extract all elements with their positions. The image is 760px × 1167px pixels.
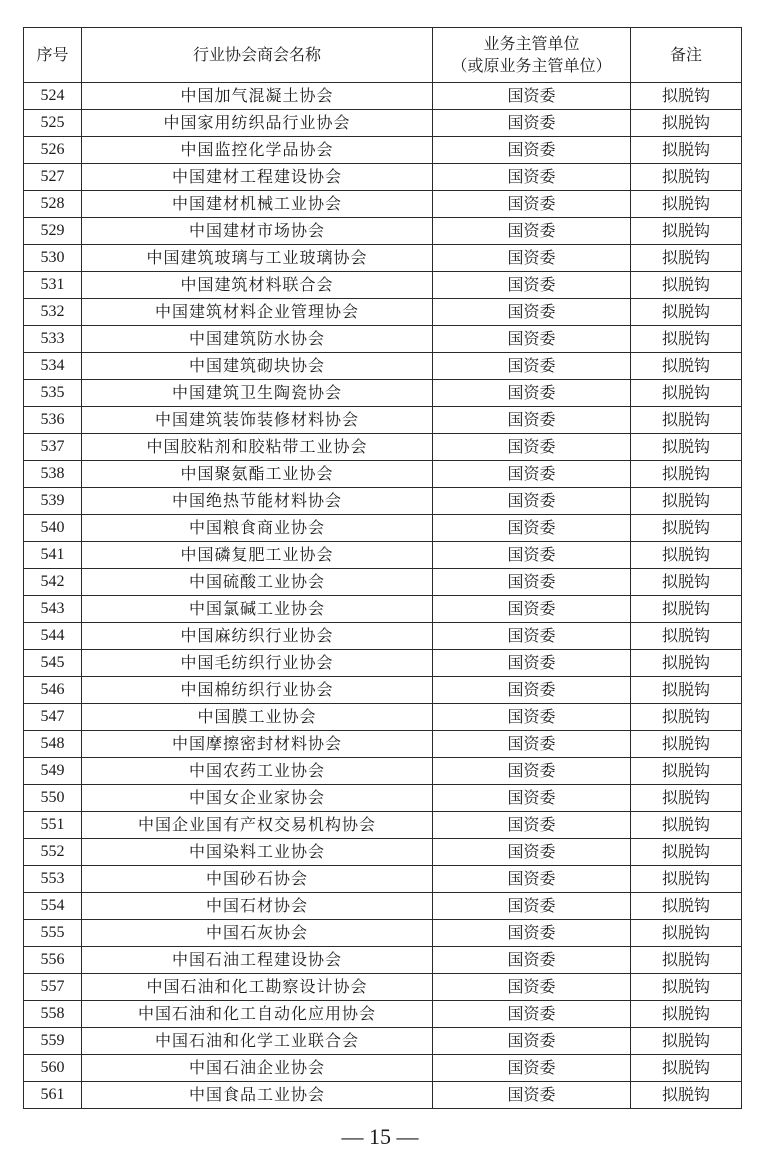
association-name: 中国石油和化工勘察设计协会	[82, 974, 433, 1001]
row-number: 559	[24, 1028, 82, 1055]
supervising-unit: 国资委	[433, 191, 631, 218]
table-row	[24, 731, 742, 758]
association-name: 中国农药工业协会	[82, 758, 433, 785]
supervising-unit: 国资委	[433, 866, 631, 893]
row-number: 561	[24, 1082, 82, 1109]
table-row	[24, 542, 742, 569]
association-name: 中国棉纺织行业协会	[82, 677, 433, 704]
remark: 拟脱钩	[631, 677, 742, 704]
supervising-unit: 国资委	[433, 272, 631, 299]
remark: 拟脱钩	[631, 920, 742, 947]
association-name: 中国砂石协会	[82, 866, 433, 893]
row-number: 542	[24, 569, 82, 596]
association-name: 中国石材协会	[82, 893, 433, 920]
remark: 拟脱钩	[631, 407, 742, 434]
supervising-unit: 国资委	[433, 650, 631, 677]
supervising-unit: 国资委	[433, 785, 631, 812]
association-name: 中国石灰协会	[82, 920, 433, 947]
header-row	[24, 28, 742, 83]
table-row	[24, 866, 742, 893]
remark: 拟脱钩	[631, 704, 742, 731]
supervising-unit: 国资委	[433, 839, 631, 866]
remark: 拟脱钩	[631, 1082, 742, 1109]
table-row	[24, 1001, 742, 1028]
remark: 拟脱钩	[631, 893, 742, 920]
row-number: 536	[24, 407, 82, 434]
row-number: 539	[24, 488, 82, 515]
remark: 拟脱钩	[631, 191, 742, 218]
table-row	[24, 920, 742, 947]
supervising-unit: 国资委	[433, 110, 631, 137]
supervising-unit: 国资委	[433, 164, 631, 191]
supervising-unit: 国资委	[433, 569, 631, 596]
association-name: 中国磷复肥工业协会	[82, 542, 433, 569]
association-name: 中国石油和化工自动化应用协会	[82, 1001, 433, 1028]
supervising-unit: 国资委	[433, 704, 631, 731]
remark: 拟脱钩	[631, 299, 742, 326]
remark: 拟脱钩	[631, 461, 742, 488]
table-row	[24, 326, 742, 353]
remark: 拟脱钩	[631, 137, 742, 164]
row-number: 524	[24, 83, 82, 110]
supervising-unit: 国资委	[433, 299, 631, 326]
supervising-unit: 国资委	[433, 461, 631, 488]
table-row	[24, 596, 742, 623]
remark: 拟脱钩	[631, 569, 742, 596]
remark: 拟脱钩	[631, 1001, 742, 1028]
table-row	[24, 569, 742, 596]
row-number: 528	[24, 191, 82, 218]
table-row	[24, 191, 742, 218]
remark: 拟脱钩	[631, 1055, 742, 1082]
row-number: 537	[24, 434, 82, 461]
remark: 拟脱钩	[631, 515, 742, 542]
association-name: 中国建筑玻璃与工业玻璃协会	[82, 245, 433, 272]
association-name: 中国麻纺织行业协会	[82, 623, 433, 650]
remark: 拟脱钩	[631, 839, 742, 866]
supervising-unit: 国资委	[433, 947, 631, 974]
association-name: 中国加气混凝土协会	[82, 83, 433, 110]
table-row	[24, 623, 742, 650]
association-name: 中国粮食商业协会	[82, 515, 433, 542]
association-name: 中国建筑砌块协会	[82, 353, 433, 380]
table-row	[24, 83, 742, 110]
association-name: 中国摩擦密封材料协会	[82, 731, 433, 758]
table-row	[24, 1055, 742, 1082]
association-name: 中国建材机械工业协会	[82, 191, 433, 218]
associations-table	[23, 27, 742, 1109]
remark: 拟脱钩	[631, 758, 742, 785]
table-row	[24, 893, 742, 920]
supervising-unit: 国资委	[433, 488, 631, 515]
table-row	[24, 758, 742, 785]
table-row	[24, 704, 742, 731]
row-number: 547	[24, 704, 82, 731]
association-name: 中国监控化学品协会	[82, 137, 433, 164]
supervising-unit: 国资委	[433, 407, 631, 434]
association-name: 中国建材市场协会	[82, 218, 433, 245]
association-name: 中国石油企业协会	[82, 1055, 433, 1082]
table-row	[24, 299, 742, 326]
supervising-unit: 国资委	[433, 920, 631, 947]
remark: 拟脱钩	[631, 596, 742, 623]
supervising-unit: 国资委	[433, 893, 631, 920]
supervising-unit: 国资委	[433, 83, 631, 110]
table-row	[24, 434, 742, 461]
remark: 拟脱钩	[631, 380, 742, 407]
row-number: 531	[24, 272, 82, 299]
association-name: 中国染料工业协会	[82, 839, 433, 866]
supervising-unit: 国资委	[433, 758, 631, 785]
remark: 拟脱钩	[631, 488, 742, 515]
supervising-unit: 国资委	[433, 596, 631, 623]
table-row	[24, 677, 742, 704]
table-row	[24, 245, 742, 272]
table-row	[24, 110, 742, 137]
association-name: 中国石油和化学工业联合会	[82, 1028, 433, 1055]
table-row	[24, 974, 742, 1001]
table-row	[24, 947, 742, 974]
supervising-unit: 国资委	[433, 1082, 631, 1109]
remark: 拟脱钩	[631, 866, 742, 893]
table-row	[24, 137, 742, 164]
header-unit	[433, 28, 631, 83]
row-number: 534	[24, 353, 82, 380]
row-number: 540	[24, 515, 82, 542]
association-name: 中国毛纺织行业协会	[82, 650, 433, 677]
table-row	[24, 785, 742, 812]
row-number: 552	[24, 839, 82, 866]
table-row	[24, 515, 742, 542]
supervising-unit: 国资委	[433, 353, 631, 380]
table-header	[24, 28, 742, 83]
supervising-unit: 国资委	[433, 812, 631, 839]
remark: 拟脱钩	[631, 731, 742, 758]
row-number: 548	[24, 731, 82, 758]
row-number: 538	[24, 461, 82, 488]
row-number: 553	[24, 866, 82, 893]
table-row	[24, 1082, 742, 1109]
row-number: 541	[24, 542, 82, 569]
remark: 拟脱钩	[631, 650, 742, 677]
remark: 拟脱钩	[631, 245, 742, 272]
table-row	[24, 380, 742, 407]
remark: 拟脱钩	[631, 83, 742, 110]
row-number: 535	[24, 380, 82, 407]
remark: 拟脱钩	[631, 110, 742, 137]
row-number: 555	[24, 920, 82, 947]
supervising-unit: 国资委	[433, 218, 631, 245]
table-row	[24, 1028, 742, 1055]
association-name: 中国建筑材料企业管理协会	[82, 299, 433, 326]
association-name: 中国建筑防水协会	[82, 326, 433, 353]
association-name: 中国食品工业协会	[82, 1082, 433, 1109]
header-no: 序号	[24, 28, 82, 83]
supervising-unit: 国资委	[433, 137, 631, 164]
table-row	[24, 218, 742, 245]
association-name: 中国膜工业协会	[82, 704, 433, 731]
supervising-unit: 国资委	[433, 974, 631, 1001]
table-row	[24, 353, 742, 380]
row-number: 526	[24, 137, 82, 164]
header-unit-line2: （或原业务主管单位）	[451, 56, 612, 75]
table-row	[24, 272, 742, 299]
supervising-unit: 国资委	[433, 326, 631, 353]
association-name: 中国建材工程建设协会	[82, 164, 433, 191]
supervising-unit: 国资委	[433, 380, 631, 407]
remark: 拟脱钩	[631, 326, 742, 353]
association-name: 中国女企业家协会	[82, 785, 433, 812]
row-number: 533	[24, 326, 82, 353]
association-name: 中国建筑装饰装修材料协会	[82, 407, 433, 434]
table-row	[24, 461, 742, 488]
supervising-unit: 国资委	[433, 1055, 631, 1082]
header-name: 行业协会商会名称	[82, 28, 433, 83]
row-number: 525	[24, 110, 82, 137]
table-row	[24, 839, 742, 866]
row-number: 544	[24, 623, 82, 650]
row-number: 545	[24, 650, 82, 677]
row-number: 560	[24, 1055, 82, 1082]
remark: 拟脱钩	[631, 218, 742, 245]
header-note: 备注	[631, 28, 742, 83]
row-number: 529	[24, 218, 82, 245]
remark: 拟脱钩	[631, 164, 742, 191]
row-number: 557	[24, 974, 82, 1001]
supervising-unit: 国资委	[433, 1028, 631, 1055]
remark: 拟脱钩	[631, 353, 742, 380]
supervising-unit: 国资委	[433, 1001, 631, 1028]
remark: 拟脱钩	[631, 812, 742, 839]
remark: 拟脱钩	[631, 947, 742, 974]
table-row	[24, 488, 742, 515]
association-name: 中国企业国有产权交易机构协会	[82, 812, 433, 839]
table-row	[24, 407, 742, 434]
row-number: 546	[24, 677, 82, 704]
table-body	[24, 83, 742, 1109]
association-name: 中国石油工程建设协会	[82, 947, 433, 974]
supervising-unit: 国资委	[433, 515, 631, 542]
association-name: 中国胶粘剂和胶粘带工业协会	[82, 434, 433, 461]
table-row	[24, 164, 742, 191]
supervising-unit: 国资委	[433, 623, 631, 650]
remark: 拟脱钩	[631, 974, 742, 1001]
remark: 拟脱钩	[631, 785, 742, 812]
row-number: 558	[24, 1001, 82, 1028]
row-number: 530	[24, 245, 82, 272]
remark: 拟脱钩	[631, 623, 742, 650]
row-number: 543	[24, 596, 82, 623]
remark: 拟脱钩	[631, 434, 742, 461]
remark: 拟脱钩	[631, 542, 742, 569]
association-name: 中国氯碱工业协会	[82, 596, 433, 623]
row-number: 554	[24, 893, 82, 920]
row-number: 550	[24, 785, 82, 812]
table-row	[24, 812, 742, 839]
row-number: 551	[24, 812, 82, 839]
association-name: 中国硫酸工业协会	[82, 569, 433, 596]
association-name: 中国建筑材料联合会	[82, 272, 433, 299]
remark: 拟脱钩	[631, 1028, 742, 1055]
supervising-unit: 国资委	[433, 731, 631, 758]
row-number: 532	[24, 299, 82, 326]
association-name: 中国绝热节能材料协会	[82, 488, 433, 515]
supervising-unit: 国资委	[433, 677, 631, 704]
supervising-unit: 国资委	[433, 542, 631, 569]
remark: 拟脱钩	[631, 272, 742, 299]
supervising-unit: 国资委	[433, 434, 631, 461]
row-number: 527	[24, 164, 82, 191]
row-number: 549	[24, 758, 82, 785]
page-number: — 15 —	[341, 1124, 419, 1149]
association-name: 中国聚氨酯工业协会	[82, 461, 433, 488]
supervising-unit: 国资委	[433, 245, 631, 272]
row-number: 556	[24, 947, 82, 974]
header-unit-line1: 业务主管单位	[483, 34, 580, 53]
association-name: 中国建筑卫生陶瓷协会	[82, 380, 433, 407]
table-row	[24, 650, 742, 677]
association-name: 中国家用纺织品行业协会	[82, 110, 433, 137]
